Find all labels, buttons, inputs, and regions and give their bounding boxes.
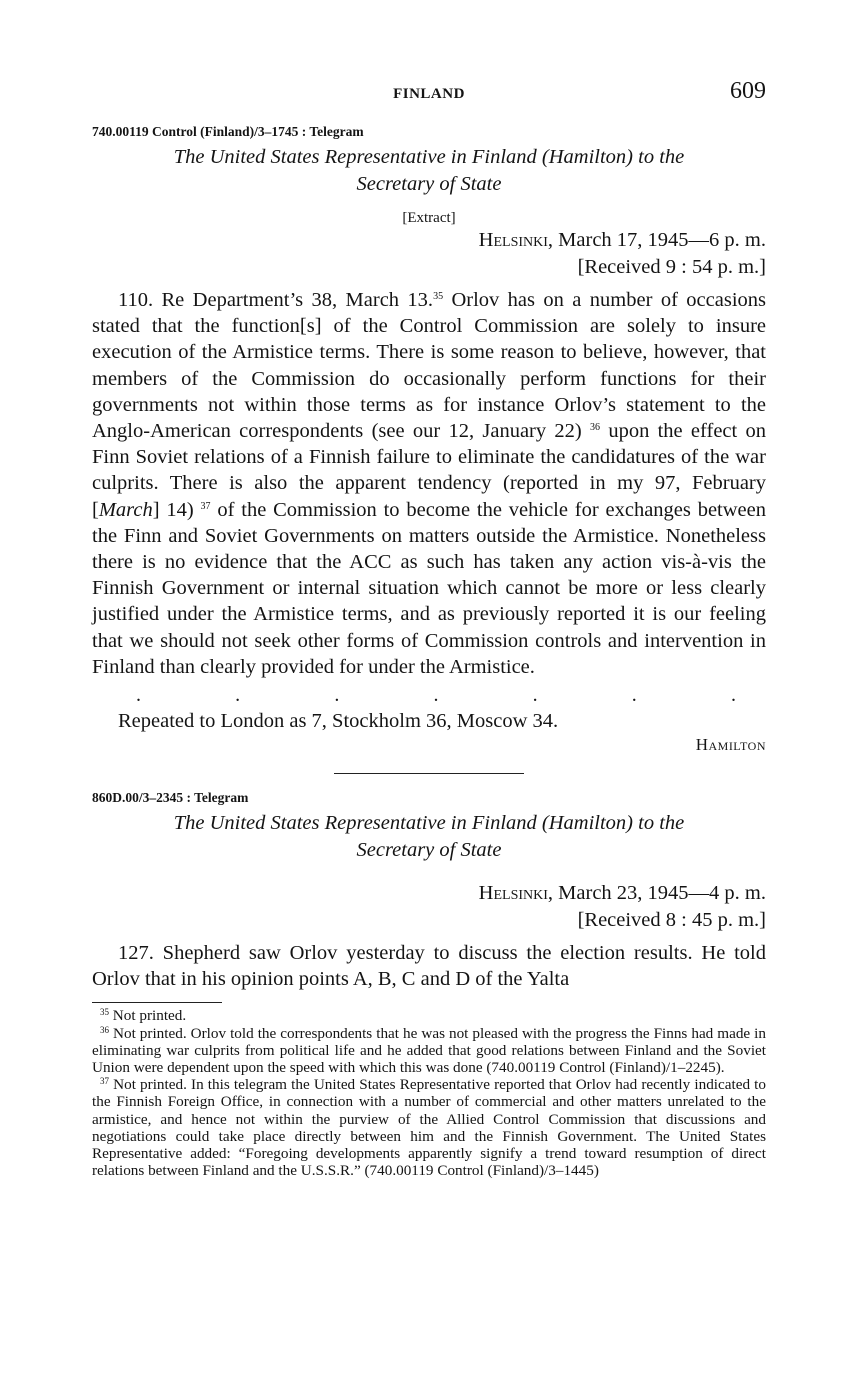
footnote	[92, 1025, 766, 1077]
section-divider	[334, 773, 524, 774]
dateline-place: Helsinki,	[478, 882, 554, 905]
received-line: [Received 8 : 45 p. m.]	[577, 909, 766, 932]
telegram-paragraph: 127. Shepherd saw Orlov yesterday to discuss the election results. He told Orlov that in his opinion points A, B, C and D of the Yalta	[92, 942, 766, 991]
dateline	[92, 227, 766, 254]
dateline-date: March 23, 1945—4 p. m.	[553, 882, 766, 905]
heading-line: The United States Representative in Finland (Hamilton) to the	[173, 146, 685, 168]
paragraph-text: 110. Re Department’s 38, March 13.	[118, 289, 434, 311]
footnotes	[92, 1007, 766, 1179]
extract-label: [Extract]	[402, 210, 456, 226]
file-reference: 860D.00/3–2345 : Telegram	[92, 790, 249, 806]
paragraph-italic: March	[98, 498, 153, 521]
dateline-date: March 17, 1945—6 p. m.	[553, 229, 766, 251]
footnote-text: Not printed.	[112, 1007, 187, 1025]
footnote-number: 35	[100, 1007, 109, 1018]
footnote	[92, 1076, 766, 1179]
file-reference: 740.00119 Control (Finland)/3–1745 : Telegram	[92, 124, 364, 139]
running-head	[92, 78, 766, 110]
running-head-title: FINLAND	[393, 86, 465, 102]
dateline-place: Helsinki,	[478, 229, 554, 251]
document-heading	[92, 810, 766, 864]
footnote-number: 36	[100, 1024, 109, 1035]
heading-line: Secretary of State	[356, 839, 502, 862]
document-heading	[92, 144, 766, 198]
paragraph-text: of the Commission to become the vehicle for exchanges between the Finn and Soviet Governments on matters outside the Armistice. Nonetheless there is no evidence that the ACC as such has taken any action vis-à-vis the Finnish Government or internal situation which cannot be more or less clearly justified under the Armistice terms, and as previously reported it is our feeling that we should not seek other forms of Commission controls and intervention in Finland than clearly provided for under the Armistice.	[92, 498, 766, 678]
footnote-text: Not printed. Orlov told the correspondents that he was not pleased with the progress the Finns had made in eliminating war culprits from political life and he added that good relations between Finland and the Soviet Union were dependent upon the speed with which this was done (740.00119 Control (Finland)/1–2245).	[92, 1024, 766, 1077]
page-number: 609	[730, 78, 766, 104]
footnote-rule	[92, 1002, 222, 1003]
paragraph-text: Orlov has on a number of occasions stated that the function[s] of the Control Commission are solely to insure execution of the Armistice terms. There is some reason to believe, however, that members of the Commission do occasionally perform functions for their governments not within those terms as for instance Orlov’s statement to the Anglo-American correspondents (see our 12, January 22)	[92, 289, 766, 443]
paragraph-text: ] 14)	[152, 498, 201, 521]
footnote	[92, 1007, 766, 1024]
omission-dots: . . . . . . .	[136, 684, 736, 707]
footnote-number: 37	[100, 1076, 109, 1087]
footnote-ref: 35	[433, 291, 444, 302]
dateline	[92, 880, 766, 907]
received-line: [Received 9 : 54 p. m.]	[577, 256, 766, 278]
footnote-ref: 36	[590, 422, 601, 434]
telegram-paragraph	[92, 287, 766, 680]
paragraph-text: upon the effect on Finn Soviet relations of a Finnish failure to eliminate the candidatures of the war culprits. There is also the apparent tendency (reported in my 97, February [	[92, 420, 766, 521]
heading-line: The United States Representative in Finland (Hamilton) to the	[173, 812, 685, 835]
footnote-ref: 37	[200, 500, 211, 512]
footnote-text: Not printed. In this telegram the United States Representative reported that Orlov had recently indicated to the Finnish Foreign Office, in connection with a number of commercial and other matters unrelated to the armistice, and hence not within the purview of the Allied Control Commission that discussions and negotiations could take place directly between him and the Finnish Government. The United States Representative added: “Foregoing developments apparently signify a trend toward resumption of direct relations between Finland and the U.S.S.R.” (740.00119 Control (Finland)/3–1445)	[92, 1076, 766, 1180]
heading-line: Secretary of State	[356, 173, 502, 195]
repeated-line: Repeated to London as 7, Stockholm 36, Moscow 34.	[118, 710, 559, 733]
document-entry-2	[92, 790, 766, 992]
document-entry-1	[92, 124, 766, 755]
signature: Hamilton	[695, 735, 766, 755]
document-page	[92, 78, 766, 1179]
